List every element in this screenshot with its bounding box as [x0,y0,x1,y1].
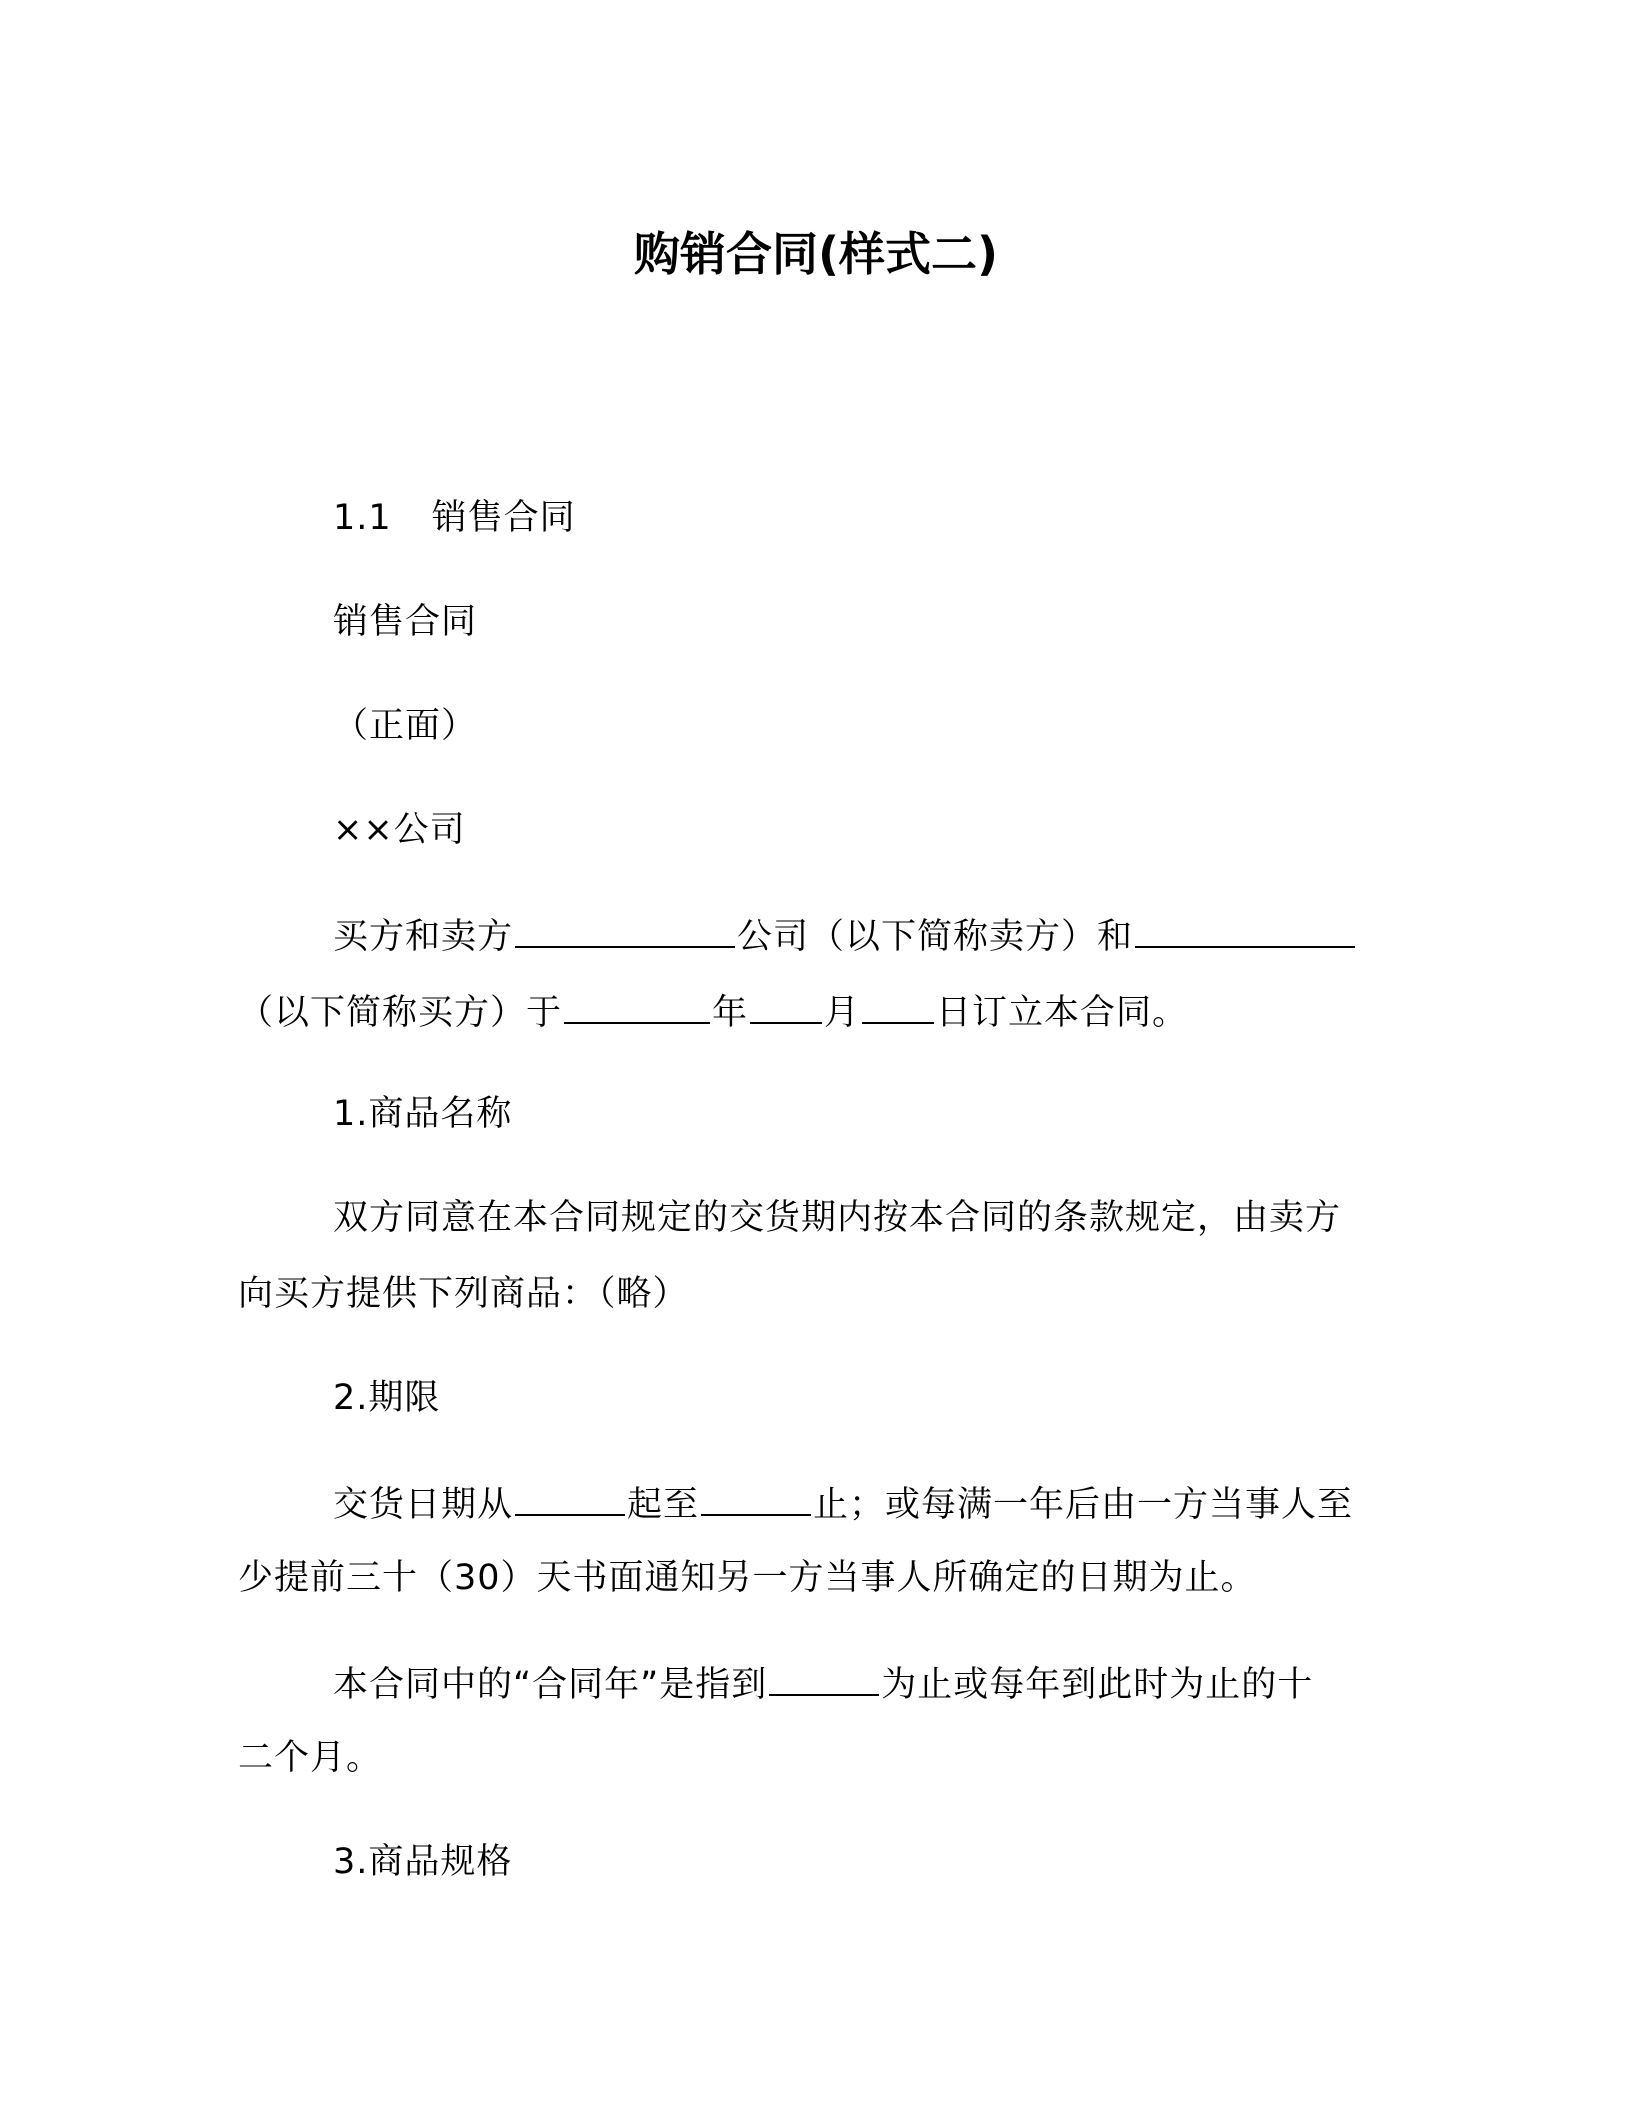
month-blank [750,986,822,1024]
contract-year-blank [769,1658,879,1696]
parties-text: 公司（以下简称卖方）和 [737,917,1134,957]
parties-text: 买方和卖方 [333,917,514,957]
clause-3-heading: 3.商品规格 [333,1842,513,1882]
day-blank [862,986,934,1024]
parties-text: 月 [824,993,861,1033]
clause-2-para-1-line-1 [333,1478,1353,1529]
clause-text: 交货日期从 [333,1485,514,1525]
clause-2-para-2-line-1 [333,1658,1313,1709]
year-blank [564,986,710,1024]
parties-line-2 [238,986,1188,1037]
section-heading [333,494,576,542]
side-note: （正面） [333,706,478,746]
section-number: 1.1 [333,498,392,538]
clause-text: 起至 [627,1485,700,1525]
clause-1-text-line-2: 向买方提供下列商品：（略） [238,1274,689,1314]
parties-text: 年 [712,993,749,1033]
company-name: ××公司 [333,810,466,850]
clause-2-para-1-line-2: 少提前三十（30）天书面通知另一方当事人所确定的日期为止。 [238,1558,1257,1598]
clause-text: 为止或每年到此时为止的十 [881,1665,1314,1705]
clause-1-text-line-1: 双方同意在本合同规定的交货期内按本合同的条款规定，由卖方 [333,1198,1342,1238]
clause-2-para-2-line-2: 二个月。 [238,1738,383,1778]
clause-2-heading: 2.期限 [333,1378,441,1418]
start-date-blank [515,1478,625,1516]
parties-line-1 [333,910,1357,961]
seller-blank [515,910,735,948]
buyer-blank [1135,910,1355,948]
section-label: 销售合同 [431,498,576,538]
end-date-blank [701,1478,811,1516]
clause-text: 本合同中的“合同年”是指到 [333,1665,768,1705]
parties-text: 日订立本合同。 [936,993,1189,1033]
contract-subtitle: 销售合同 [333,602,478,642]
document-title: 购销合同(样式二) [633,227,999,281]
clause-text: 止；或每满一年后由一方当事人至 [813,1485,1354,1525]
parties-text: （以下简称买方）于 [238,993,563,1033]
clause-1-heading: 1.商品名称 [333,1094,513,1134]
